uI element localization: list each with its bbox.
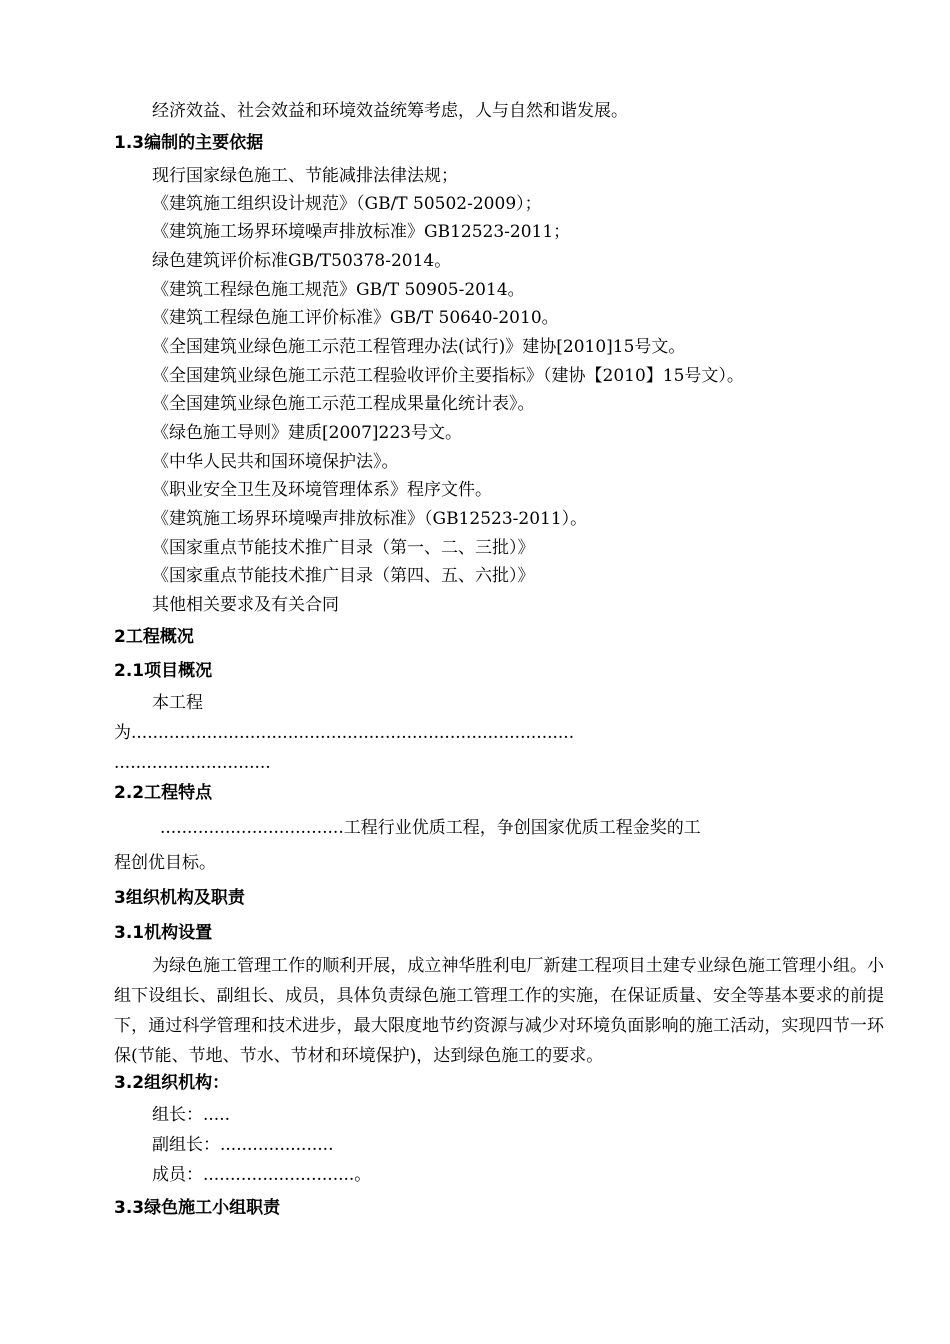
section-heading: 3.2组织机构： bbox=[114, 1073, 230, 1093]
section-heading: 2.1项目概况 bbox=[114, 661, 213, 681]
org-member-line: 组长：..... bbox=[152, 1105, 231, 1125]
reference-item: 《国家重点节能技术推广目录（第四、五、六批）》 bbox=[152, 566, 535, 586]
paragraph-line: ............................. bbox=[114, 753, 271, 773]
reference-item: 《全国建筑业绿色施工示范工程管理办法(试行)》建协[2010]15号文。 bbox=[152, 337, 686, 357]
paragraph-line: 经济效益、社会效益和环境效益统筹考虑，人与自然和谐发展。 bbox=[152, 101, 628, 121]
reference-item: 《国家重点节能技术推广目录（第一、二、三批）》 bbox=[152, 538, 535, 558]
reference-item: 现行国家绿色施工、节能减排法律法规； bbox=[152, 166, 458, 186]
section-heading: 1.3编制的主要依据 bbox=[114, 133, 264, 153]
reference-item: 《建筑工程绿色施工评价标准》GB/T 50640-2010。 bbox=[152, 308, 559, 328]
section-heading: 3.3绿色施工小组职责 bbox=[114, 1198, 281, 1218]
reference-item: 《全国建筑业绿色施工示范工程成果量化统计表》。 bbox=[152, 394, 535, 414]
section-heading: 2.2工程特点 bbox=[114, 783, 213, 803]
org-member-line: 成员：............................。 bbox=[152, 1165, 372, 1185]
paragraph-line: 本工程 bbox=[152, 693, 203, 713]
reference-item: 《建筑施工组织设计规范》（GB/T 50502-2009）； bbox=[152, 194, 542, 214]
org-member-line: 副组长：..................... bbox=[152, 1135, 334, 1155]
section-heading: 3.1机构设置 bbox=[114, 923, 213, 943]
reference-item: 《职业安全卫生及环境管理体系》程序文件。 bbox=[152, 480, 492, 500]
section-heading: 2工程概况 bbox=[114, 627, 194, 647]
reference-item: 《建筑工程绿色施工规范》GB/T 50905-2014。 bbox=[152, 280, 525, 300]
paragraph-line: 程创优目标。 bbox=[114, 853, 216, 873]
reference-item: 《建筑施工场界环境噪声排放标准》GB12523-2011； bbox=[152, 222, 571, 242]
body-paragraph: 为绿色施工管理工作的顺利开展，成立神华胜利电厂新建工程项目土建专业绿色施工管理小组。小组下设组长、副组长、成员，具体负责绿色施工管理工作的实施，在保证质量、安全等基本要求的前提下，通过科学管理和技术进步，最大限度地节约资源与减少对环境负面影响的施工活动，实现四节一环保(节能、节地、节水、节材和环境保护)，达到绿色施工的要求。 bbox=[114, 956, 884, 1066]
paragraph-line: 为.................................................................................. bbox=[114, 723, 575, 743]
section-heading: 3组织机构及职责 bbox=[114, 888, 245, 908]
reference-item: 《建筑施工场界环境噪声排放标准》（GB12523-2011）。 bbox=[152, 509, 588, 529]
reference-item: 《中华人民共和国环境保护法》。 bbox=[152, 452, 399, 472]
reference-item: 其他相关要求及有关合同 bbox=[152, 595, 339, 615]
reference-item: 《绿色施工导则》建质[2007]223号文。 bbox=[152, 423, 462, 443]
paragraph-line: ..................................工程行业优质工程，争创国家优质工程金奖的工 bbox=[160, 818, 701, 838]
reference-item: 《全国建筑业绿色施工示范工程验收评价主要指标》（建协【2010】15号文）。 bbox=[152, 366, 744, 386]
reference-item: 绿色建筑评价标准GB/T50378-2014。 bbox=[152, 251, 452, 271]
